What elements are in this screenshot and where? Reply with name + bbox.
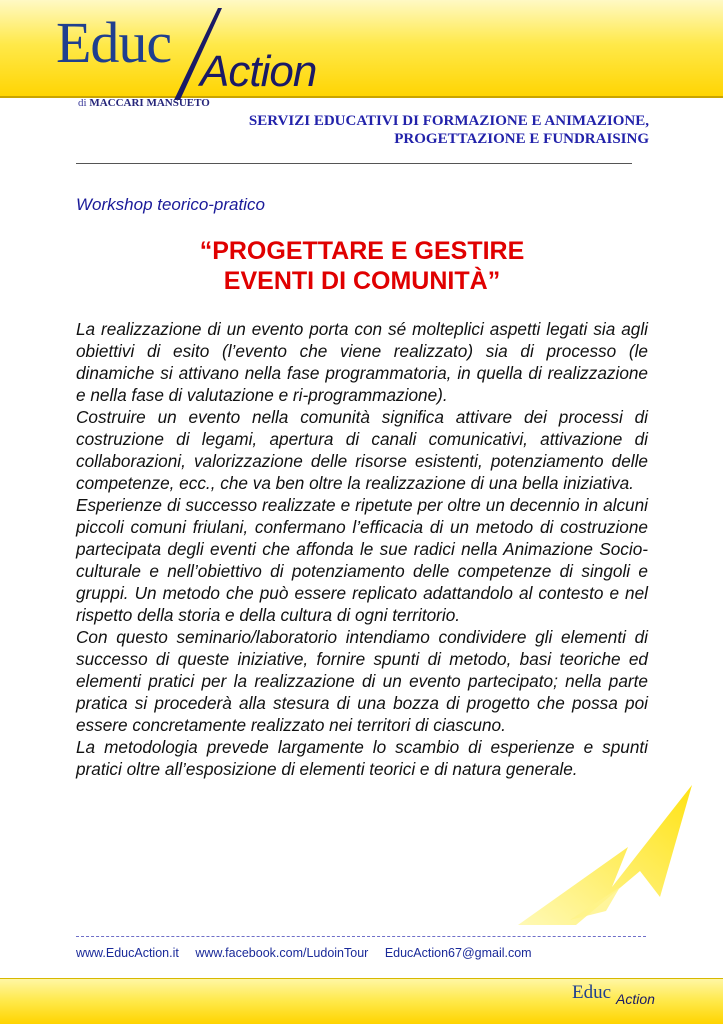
footer-separator	[76, 936, 646, 937]
lightning-bolt-decoration	[510, 775, 700, 930]
owner-name: MACCARI MANSUETO	[89, 97, 210, 109]
header-separator	[76, 163, 632, 164]
body-paragraph: Esperienze di successo realizzate e ripetute per oltre un decennio in alcuni piccoli comuni friulani, confermano l’efficacia di un metodo di costruzione partecipata degli eventi che affonda le sue radici nella Animazione Socio-culturale e nell’obiettivo di potenziamento delle competenze di singoli e gruppi. Un metodo che può essere replicato adattandolo al contesto e nel rispetto della storia e della cultura di ogni territorio.	[76, 495, 648, 625]
website-link[interactable]: www.EducAction.it	[76, 946, 179, 960]
body-paragraph: La metodologia prevede largamente lo scambio di esperienze e spunti pratici oltre all’esposizione di elementi teorici e di natura generale.	[76, 737, 648, 779]
logo-educ-text: Educ	[56, 10, 172, 75]
mini-logo-action: Action	[616, 991, 655, 1007]
document-title	[76, 236, 648, 296]
footer-contacts	[76, 946, 544, 960]
footer-logo	[572, 982, 655, 1010]
educaction-logo	[56, 6, 326, 102]
body-paragraph: Con questo seminario/laboratorio intendiamo condividere gli elementi di successo di queste iniziative, fornire spunti di metodo, basi teoriche ed elementi pratici per la realizzazione di un evento partecipato; nella parte pratica si procederà alla stesura di una bozza di progetto che possa poi essere concretamente realizzato nei territori di ciascuno.	[76, 627, 648, 735]
email-link[interactable]: EducAction67@gmail.com	[384, 946, 532, 960]
logo-action-text: Action	[200, 47, 317, 96]
document-body	[76, 318, 648, 780]
owner-line	[78, 97, 210, 109]
title-line-2: EVENTI DI COMUNITÀ”	[223, 267, 501, 295]
mini-logo-educ: Educ	[572, 982, 612, 1003]
services-tagline	[249, 112, 649, 148]
services-line-2: PROGETTAZIONE E FUNDRAISING	[394, 131, 649, 147]
owner-prefix: di	[78, 97, 87, 109]
title-line-1: “PROGETTARE E GESTIRE	[199, 237, 525, 265]
body-paragraph: Costruire un evento nella comunità significa attivare dei processi di costruzione di legami, apertura di canali comunicativi, attivazione di collaborazioni, valorizzazione delle risorse esistenti, potenziamento delle competenze, ecc., che va ben oltre la realizzazione di una bella iniziativa.	[76, 407, 648, 493]
footer-band-rule	[0, 978, 723, 979]
facebook-link[interactable]: www.facebook.com/LudoinTour	[195, 946, 369, 960]
services-line-1: SERVIZI EDUCATIVI DI FORMAZIONE E ANIMAZIONE,	[248, 113, 649, 129]
document-subtitle: Workshop teorico-pratico	[76, 195, 265, 214]
body-paragraph: La realizzazione di un evento porta con sé molteplici aspetti legati sia agli obiettivi di esito (l’evento che viene realizzato) sia di processo (le dinamiche si attivano nella fase programmatoria, in quella di realizzazione e nella fase di valutazione e ri-programmazione).	[76, 319, 648, 405]
